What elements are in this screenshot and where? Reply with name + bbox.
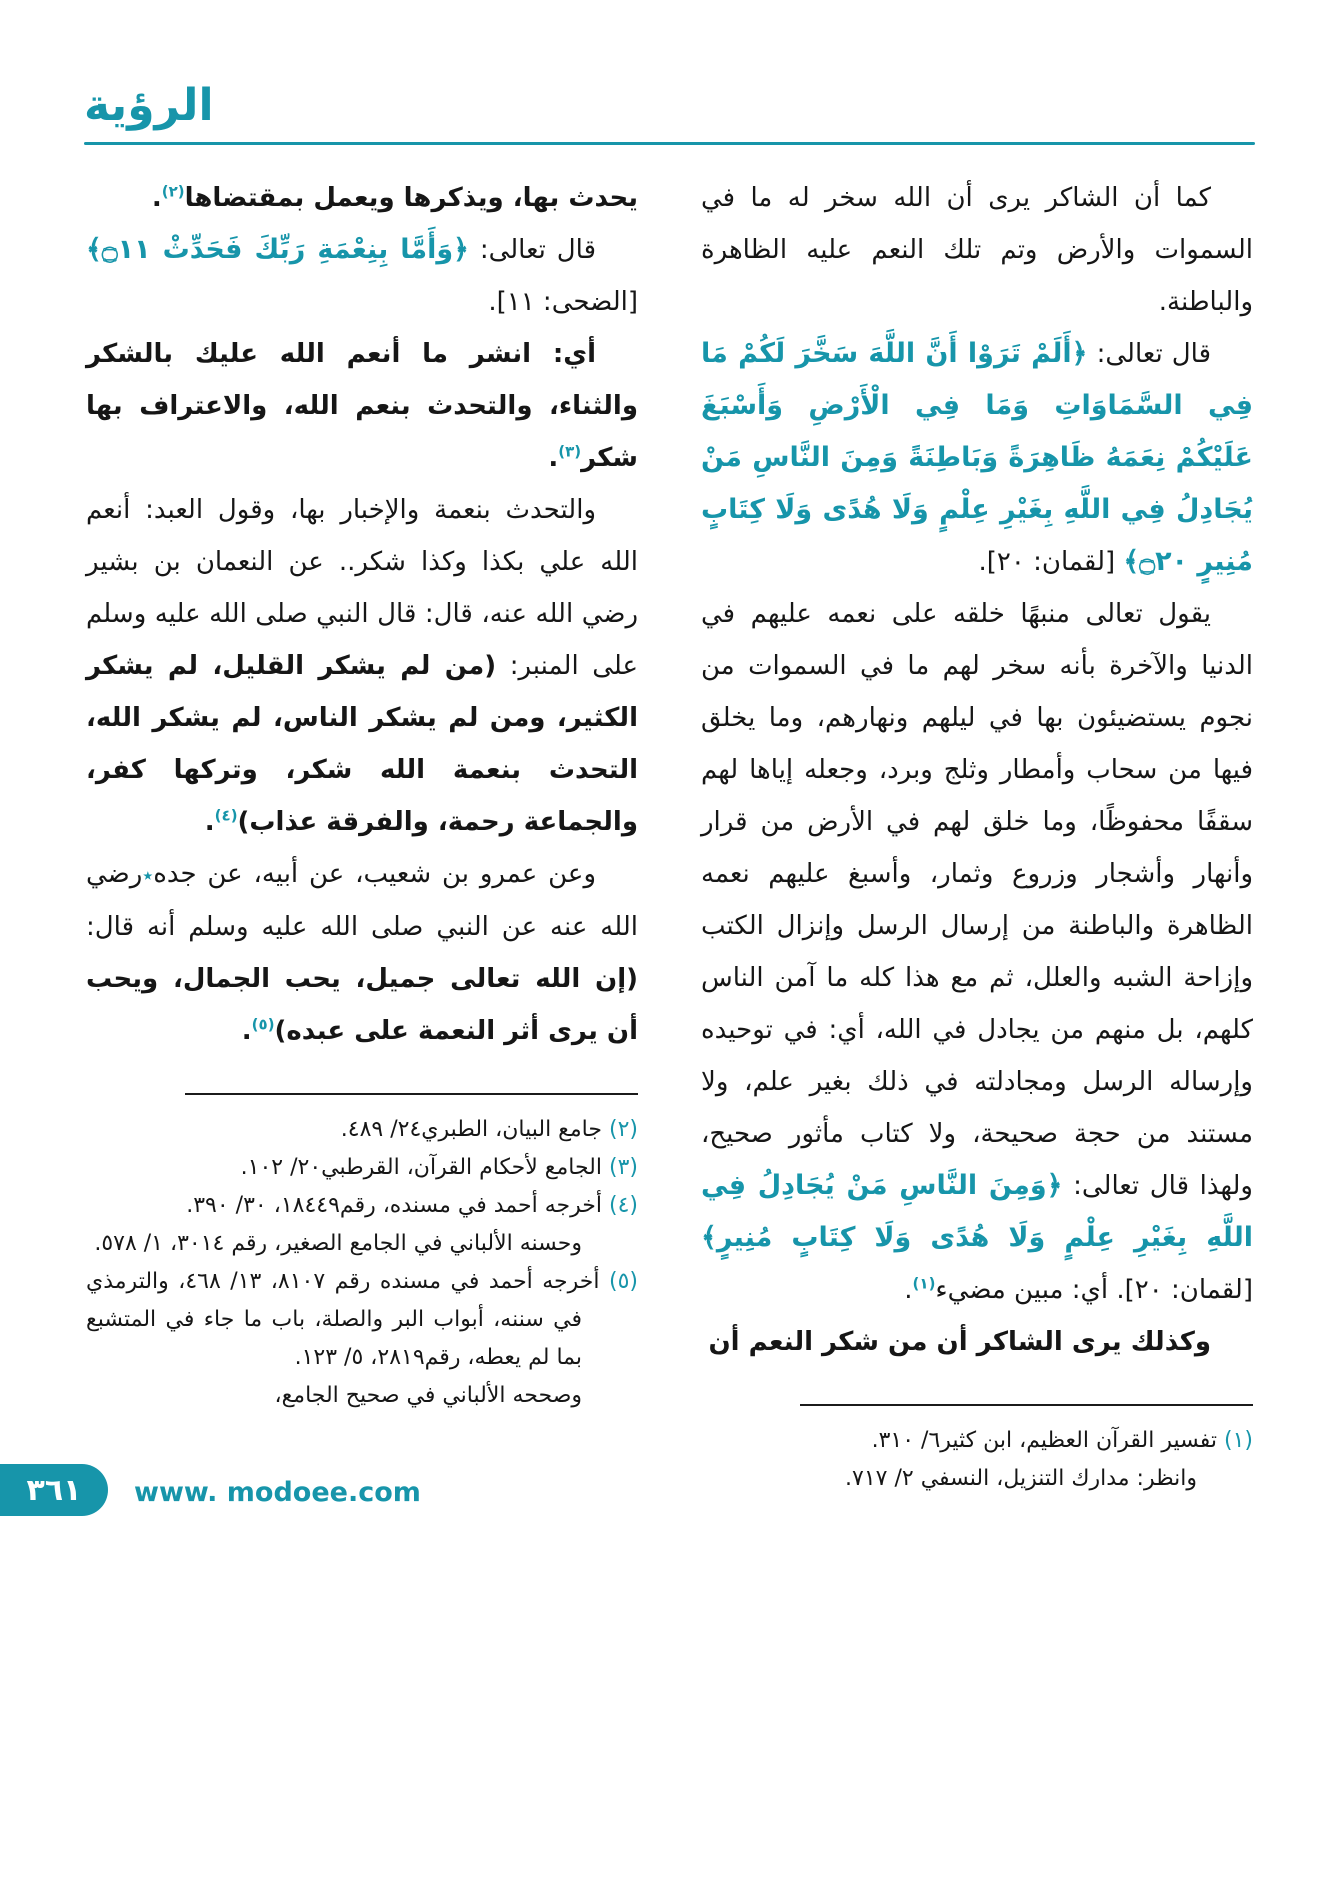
footnote-text: جامع البيان، الطبري٢٤/ ٤٨٩. [340,1117,602,1142]
quran-verse-duha11: ﴿وَأَمَّا بِنِعْمَةِ رَبِّكَ فَحَدِّثْ ۝١١﴾ [86,234,469,265]
footnote-ref-3: (٣) [558,442,582,461]
footnote-ref-5: (٥) [251,1015,275,1034]
footnote-2 [86,1111,638,1149]
footnote-1 [701,1422,1253,1460]
footnote-4 [86,1187,638,1225]
paragraph-quran-duha11 [86,224,638,328]
body-text: أي: انشر ما أنعم الله عليك بالشكر والثناء، والتحدث بنعم الله، والاعتراف بها شكر [86,339,638,473]
body-text: قال تعالى: [1096,339,1212,369]
verse-reference-duha11: [الضحى: ١١]. [488,287,638,317]
body-text: . [151,183,162,213]
hadith-text: (من لم يشكر القليل، لم يشكر الكثير، ومن لم يشكر الناس، لم يشكر الله، التحدث بنعمة الله شكر، وتركها كفر، والجماعة رحمة، والفرقة عذاب) [86,651,638,837]
footnote-separator-right [800,1404,1253,1406]
footnote-1-continuation: وانظر: مدارك التنزيل، النسفي ٢/ ٧١٧. [845,1466,1197,1491]
footnote-number: (١) [1223,1428,1253,1453]
body-text: قال تعالى: [479,235,596,265]
footnote-ref-2: (٢) [161,182,185,201]
verse-reference-luqman20: [لقمان: ٢٠]. [978,547,1116,577]
ornament-star: ٭ [142,863,154,887]
footnote-5-continuation: وصححه الألباني في صحيح الجامع، [274,1383,582,1408]
footnote-ref-4: (٤) [214,806,238,825]
footnote-ref-1: (١) [912,1274,936,1293]
footnote-text: الجامع لأحكام القرآن، القرطبي٢٠/ ١٠٢. [240,1155,602,1180]
paragraph-hadith-numan [86,484,638,848]
column-left [86,172,638,1498]
quran-verse-luqman20: ﴿أَلَمْ تَرَوْا أَنَّ اللَّهَ سَخَّرَ لَكُمْ مَا فِي السَّمَاوَاتِ وَمَا فِي الْأَرْضِ وَأَسْبَغَ عَلَيْكُمْ نِعَمَهُ ظَاهِرَةً وَبَاطِنَةً وَمِنَ النَّاسِ مَنْ يُجَادِلُ فِي اللَّهِ بِغَيْرِ عِلْمٍ وَلَا هُدًى وَلَا كِتَابٍ مُنِيرٍ ۝٢٠﴾ [701,338,1253,577]
footnote-text: أخرجه أحمد في مسنده، رقم١٨٤٤٩، ٣٠/ ٣٩٠. [186,1193,602,1218]
footnotes-right [701,1422,1253,1498]
body-text: . [241,1016,252,1046]
body-text: . [904,1275,913,1305]
body-text: . [548,443,559,473]
paragraph-hadith-amr [86,848,638,1057]
body-text: أي: مبين مضيء [935,1275,1117,1305]
verse-reference-luqman20-2: [لقمان: ٢٠]. [1116,1275,1253,1305]
paragraph-tafsir-ibn-kathir [701,588,1253,1316]
body-text: . [204,807,215,837]
body-text: والتحدث بنعمة والإخبار بها، وقول العبد: أنعم الله علي بكذا وكذا شكر.. عن النعمان بن بشير رضي الله عنه، قال: قال النبي صلى الله عليه وسلم على المنبر: [86,495,639,681]
footnote-number: (٥) [609,1269,639,1294]
header-rule [84,142,1255,145]
series-logo: الرؤية [84,80,214,131]
body-text: كما أن الشاكر يرى أن الله سخر له ما في السموات والأرض وتم تلك النعم عليه الظاهرة والباطنة. [701,183,1253,317]
footnote-text: تفسير القرآن العظيم، ابن كثير٦/ ٣١٠. [871,1428,1217,1453]
paragraph-continues-next-column [701,1316,1253,1368]
hadith-text: (إن الله تعالى جميل، يحب الجمال، ويحب أن يرى أثر النعمة على عبده) [86,964,638,1046]
body-text: وكذلك يرى الشاكر أن من شكر النعم أن [708,1327,1211,1357]
footnote-number: (٣) [608,1155,638,1180]
footnote-number: (٤) [608,1193,638,1218]
website-url: www. modoee.com [134,1477,421,1508]
body-text: يقول تعالى منبهًا خلقه على نعمه عليهم في الدنيا والآخرة بأنه سخر لهم ما في السموات من نجوم يستضيئون بها في ليلهم ونهارهم، وما يخلق فيها من سحاب وأمطار وثلج وبرد، وجعله إياها لهم سقفًا محفوظًا، وما خلق لهم في الأرض من قرار وأنهار وأشجار وزروع وثمار، وأسبغ عليهم نعمه الظاهرة والباطنة من إرسال الرسل وإنزال الكتب وإزاحة الشبه والعلل، ثم مع هذا كله ما آمن الناس كلهم، بل منهم من يجادل في الله، أي: في توحيده وإرساله الرسل ومجادلته في ذلك بغير علم، ولا مستند من حجة صحيحة، ولا كتاب مأثور صحيح، ولهذا قال تعالى: [701,599,1253,1201]
footnote-3 [86,1149,638,1187]
body-text: يحدث بها، ويذكرها ويعمل بمقتضاها [184,183,638,213]
footnote-4-continuation: وحسنه الألباني في الجامع الصغير، رقم ٣٠١٤، ١/ ٥٧٨. [94,1231,582,1256]
page-number: ٣٦١ [26,1472,82,1508]
paragraph-quran-luqman20 [701,328,1253,588]
footnote-separator-left [185,1093,638,1095]
page-header [84,80,1255,150]
two-column-body [86,172,1253,1498]
column-right [701,172,1253,1498]
footnote-5 [86,1263,638,1377]
body-text: رضي الله عنه عن النبي صلى الله عليه وسلم أنه قال: [86,859,638,942]
paragraph-continuation [86,172,638,224]
footnotes-left [86,1111,638,1415]
footnote-number: (٢) [608,1117,638,1142]
page-number-pill [0,1464,108,1516]
paragraph-shakir-intro [701,172,1253,328]
body-text: وعن عمرو بن شعيب، عن أبيه، عن جده [153,859,596,889]
footnote-text: أخرجه أحمد في مسنده رقم ٨١٠٧، ١٣/ ٤٦٨، والترمذي في سننه، أبواب البر والصلة، باب ما جاء في المتشبع بما لم يعطه، رقم٢٨١٩، ٥/ ١٢٣. [86,1269,600,1370]
paragraph-tafsir-qurtubi [86,328,638,484]
quran-verse-luqman20-partial: ﴿وَمِنَ النَّاسِ مَنْ يُجَادِلُ فِي اللَّهِ بِغَيْرِ عِلْمٍ وَلَا هُدًى وَلَا كِتَابٍ مُنِيرٍ﴾ [701,1170,1253,1253]
